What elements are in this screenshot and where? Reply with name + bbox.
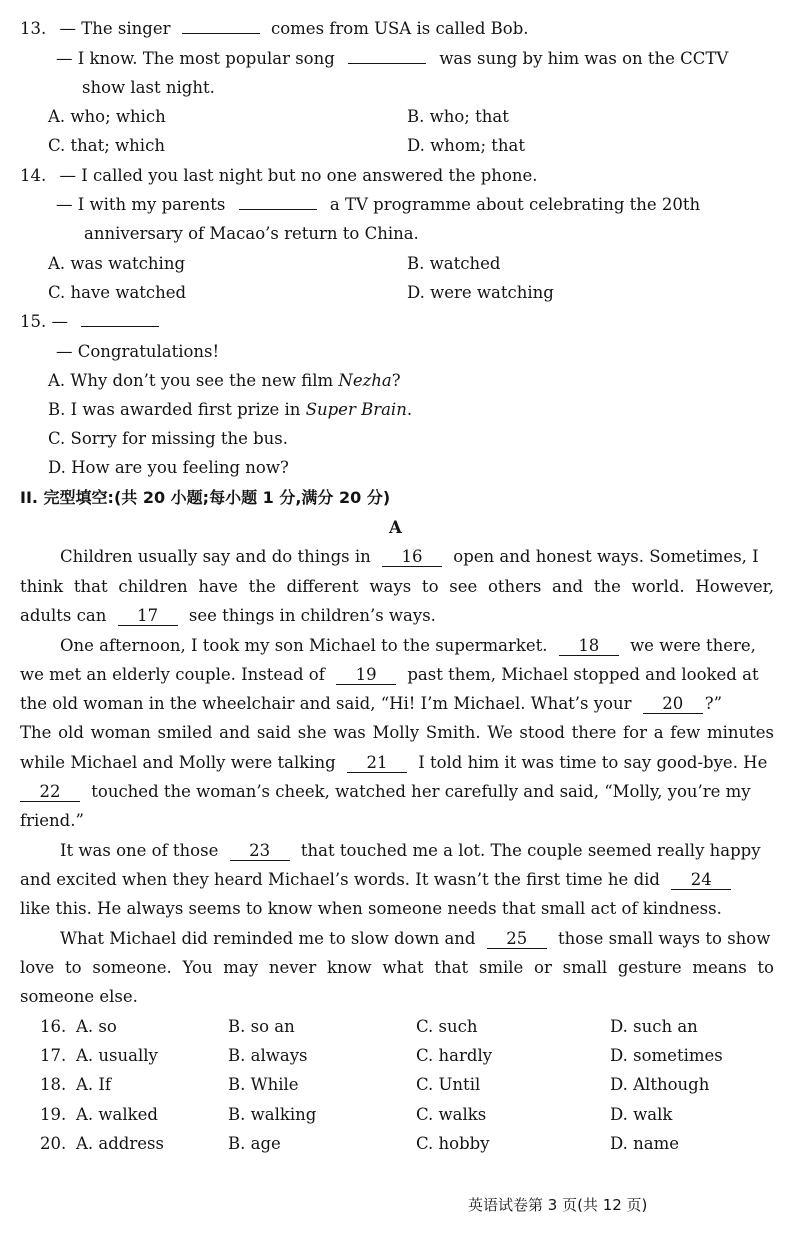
page-footer: 英语试卷第 3 页(共 12 页) xyxy=(468,1196,648,1214)
passage-p2-line4: The old woman smiled and said she was Molly Smith. We stood there for a few minutes xyxy=(20,723,774,742)
q14-line2-a: — I with my parents xyxy=(56,195,226,214)
q14-option-a: A. was watching xyxy=(48,254,186,273)
blank-25: 25 xyxy=(487,930,547,949)
q13-option-a: A. who; which xyxy=(48,107,166,126)
q15-blank xyxy=(81,312,159,327)
q15-option-c: C. Sorry for missing the bus. xyxy=(48,429,289,448)
choice-19-c: C. walks xyxy=(416,1105,487,1124)
choice-16-c: C. such xyxy=(416,1017,478,1036)
choice-18-d: D. Although xyxy=(610,1075,710,1094)
q13-line2-b: was sung by him was on the CCTV xyxy=(439,49,729,68)
q14-blank xyxy=(239,195,317,210)
choice-17-c: C. hardly xyxy=(416,1046,493,1065)
q14-line2 xyxy=(56,194,700,216)
passage-p2-line5: while Michael and Molly were talking 21 I told him it was time to say good-bye. He xyxy=(20,753,768,772)
passage-p2-line2: we met an elderly couple. Instead of 19 past them, Michael stopped and looked at xyxy=(20,665,759,684)
blank-20: 20 xyxy=(643,695,703,714)
choice-18-c: C. Until xyxy=(416,1075,481,1094)
q13-number: 13. xyxy=(20,19,47,38)
q13-text-a: — The singer xyxy=(59,19,171,38)
q15-option-d: D. How are you feeling now? xyxy=(48,458,289,477)
passage-p2-line1: One afternoon, I took my son Michael to the supermarket. 18 we were there, xyxy=(60,636,756,655)
q14-number: 14. xyxy=(20,166,47,185)
choice-20-c: C. hobby xyxy=(416,1134,490,1153)
choice-17-b: B. always xyxy=(228,1046,308,1065)
passage-p3-line2: and excited when they heard Michael’s words. It wasn’t the first time he did 24 xyxy=(20,869,731,891)
q13-line3: show last night. xyxy=(82,78,215,97)
film-title: Nezha xyxy=(338,371,392,390)
choice-row-17: 17. xyxy=(40,1046,67,1065)
choice-20-a: A. address xyxy=(76,1134,164,1153)
passage-p4-line2: love to someone. You may never know what that smile or small gesture means to xyxy=(20,958,774,977)
q13-line2-a: — I know. The most popular song xyxy=(56,49,335,68)
q14-option-c: C. have watched xyxy=(48,283,187,302)
q13-text-b: comes from USA is called Bob. xyxy=(270,19,529,38)
blank-17: 17 xyxy=(118,607,178,626)
choice-17-d: D. sometimes xyxy=(610,1046,723,1065)
passage-p3-line1: It was one of those 23 that touched me a lot. The couple seemed really happy xyxy=(60,841,761,860)
q13-line2 xyxy=(56,48,728,70)
blank-16: 16 xyxy=(382,548,442,567)
blank-18: 18 xyxy=(559,637,619,656)
passage-p2-line7: friend.” xyxy=(20,811,84,830)
q14-option-d: D. were watching xyxy=(407,283,554,302)
q14-line3: anniversary of Macao’s return to China. xyxy=(84,224,419,243)
blank-21: 21 xyxy=(347,754,407,773)
q14-line1 xyxy=(20,165,538,187)
choice-16-b: B. so an xyxy=(228,1017,295,1036)
choice-16-d: D. such an xyxy=(610,1017,698,1036)
choice-20-b: B. age xyxy=(228,1134,281,1153)
choice-row-16: 16. xyxy=(40,1017,67,1036)
choice-row-18: 18. xyxy=(40,1075,67,1094)
blank-19: 19 xyxy=(336,666,396,685)
q13-option-d: D. whom; that xyxy=(407,136,525,155)
q13-blank-2 xyxy=(348,49,426,64)
q14-text: — I called you last night but no one answered the phone. xyxy=(59,166,538,185)
choice-19-d: D. walk xyxy=(610,1105,673,1124)
choice-16-a: A. so xyxy=(76,1017,117,1036)
show-title: Super Brain xyxy=(305,400,407,419)
blank-22: 22 xyxy=(20,783,80,802)
q14-option-b: B. watched xyxy=(407,254,501,273)
passage-p2-line6: 22 touched the woman’s cheek, watched her carefully and said, “Molly, you’re my xyxy=(20,781,751,803)
choice-18-a: A. If xyxy=(76,1075,112,1094)
passage-p4-line3: someone else. xyxy=(20,987,138,1006)
q13-option-c: C. that; which xyxy=(48,136,165,155)
q15-number: 15. — xyxy=(20,312,68,331)
q13-option-b: B. who; that xyxy=(407,107,509,126)
blank-23: 23 xyxy=(230,842,290,861)
passage-p1-line2: think that children have the different ways to see others and the world. However, xyxy=(20,577,774,596)
choice-row-20: 20. xyxy=(40,1134,67,1153)
section-heading: II. 完型填空:(共 20 小题;每小题 1 分,满分 20 分) xyxy=(20,488,391,507)
q15-option-a: A. Why don’t you see the new film Nezha? xyxy=(48,371,401,390)
choice-20-d: D. name xyxy=(610,1134,680,1153)
choice-row-19: 19. xyxy=(40,1105,67,1124)
choice-19-b: B. walking xyxy=(228,1105,317,1124)
passage-p1-line1: Children usually say and do things in 16 open and honest ways. Sometimes, I xyxy=(60,547,759,566)
q15-reply: — Congratulations! xyxy=(56,342,220,361)
blank-24: 24 xyxy=(671,871,731,890)
q15-line1 xyxy=(20,311,159,333)
passage-p3-line3: like this. He always seems to know when someone needs that small act of kindness. xyxy=(20,899,722,918)
q14-line2-b: a TV programme about celebrating the 20th xyxy=(329,195,701,214)
passage-p1-line3: adults can 17 see things in children’s ways. xyxy=(20,606,436,625)
passage-p2-line3: the old woman in the wheelchair and said, “Hi! I’m Michael. What’s your 20 ?” xyxy=(20,694,723,713)
passage-p4-line1: What Michael did reminded me to slow down and 25 those small ways to show xyxy=(60,929,771,948)
passage-title: A xyxy=(389,518,402,537)
choice-19-a: A. walked xyxy=(76,1105,158,1124)
choice-17-a: A. usually xyxy=(76,1046,158,1065)
q15-option-b: B. I was awarded first prize in Super Brain. xyxy=(48,400,413,419)
q13-blank-1 xyxy=(182,19,260,34)
q13-line1 xyxy=(20,18,529,40)
choice-18-b: B. While xyxy=(228,1075,299,1094)
